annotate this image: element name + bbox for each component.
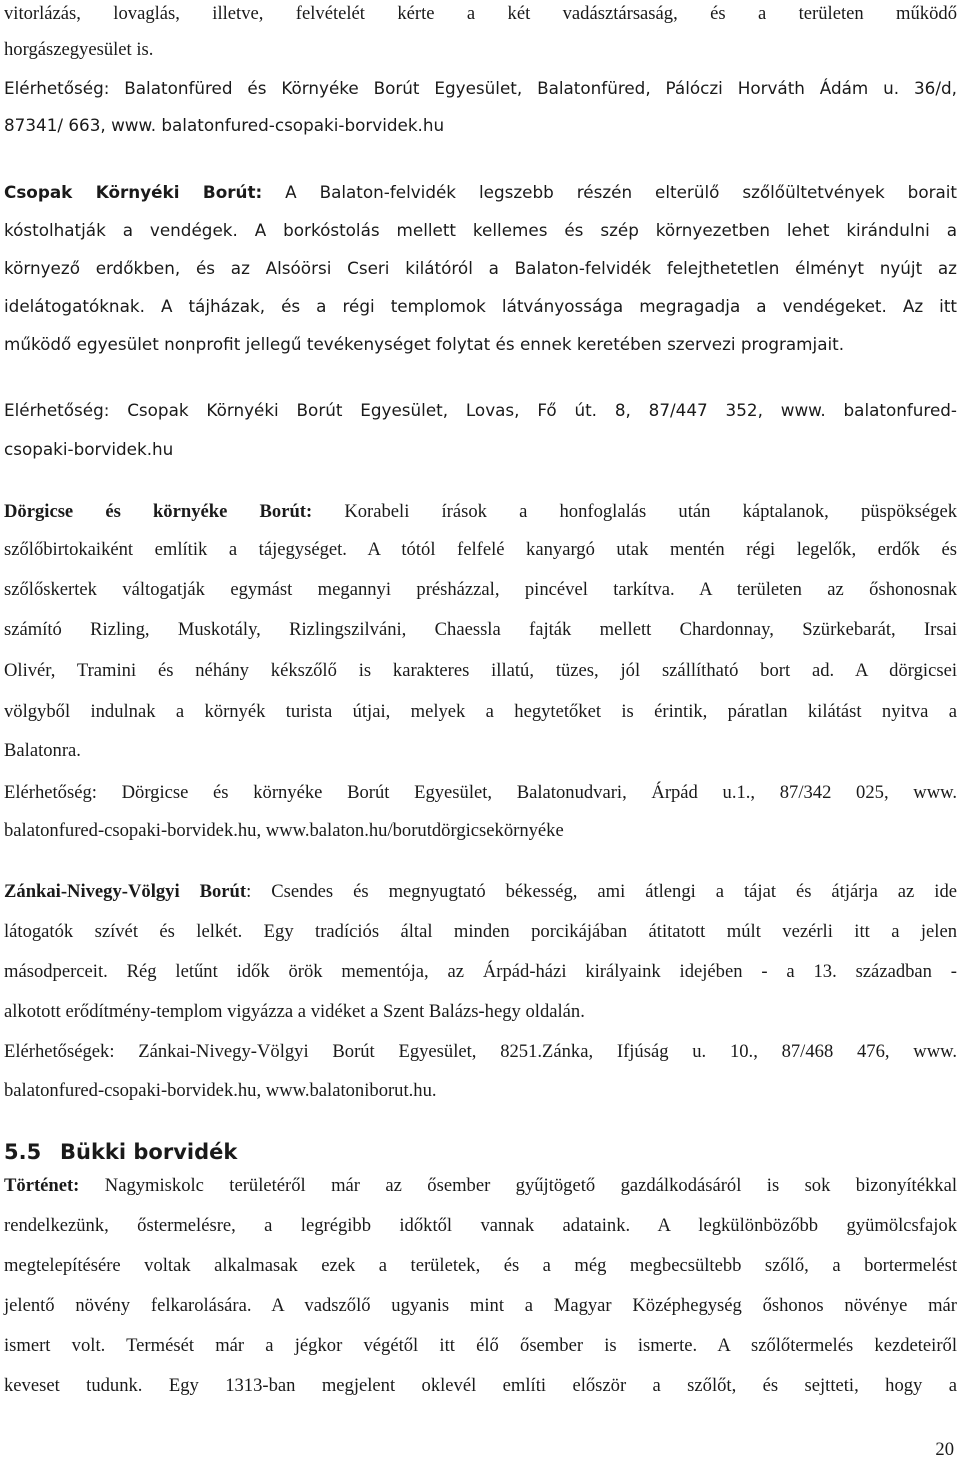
- section-heading: [4, 1138, 237, 1166]
- text-line: Zánkai-Nivegy-Völgyi Borút: Csendes és megnyugtató békesség, ami átlengi a tájat és átjárja az ide: [4, 881, 957, 902]
- contact-line: Elérhetőség: Balatonfüred és Környéke Borút Egyesület, Balatonfüred, Pálóczi Horváth Ádám u. 36/d,: [4, 78, 957, 98]
- text-line: számító Rizling, Muskotály, Rizlingszilváni, Chaessla fajták mellett Chardonnay, Szürkebarát, Irsai: [4, 619, 957, 640]
- text-line: kóstolhatják a vendégek. A borkóstolás mellett kellemes és szép környezetben lehet kirándulni a: [4, 220, 957, 240]
- contact-line: 87341/ 663, www. balatonfured-csopaki-borvidek.hu: [4, 115, 445, 135]
- text-line: rendelkezünk, őstermelésre, a legrégibb időktől vannak adataink. A legkülönbözőbb gyümölcsfajok: [4, 1215, 957, 1236]
- text-line: megtelepítésére voltak alkalmasak ezek a területek, és a még megbecsültebb szőlő, a bortermelést: [4, 1255, 957, 1276]
- contact-line: Elérhetőségek: Zánkai-Nivegy-Völgyi Borút Egyesület, 8251.Zánka, Ifjúság u. 10., 87/468 476, www.: [4, 1041, 957, 1062]
- contact-line: csopaki-borvidek.hu: [4, 439, 174, 459]
- text-line: Dörgicse és környéke Borút: Korabeli írások a honfoglalás után káptalanok, püspökségek: [4, 501, 957, 522]
- text-line: vitorlázás, lovaglás, illetve, felvételét kérte a két vadásztársaság, és a területen működő: [4, 3, 957, 24]
- contact-line: balatonfured-csopaki-borvidek.hu, www.balatoniborut.hu.: [4, 1080, 437, 1101]
- text-line: völgyből indulnak a környék turista útjai, melyek a hegytetőket is érintik, páratlan kilátást nyitva a: [4, 701, 957, 722]
- paragraph-lead: Csopak Környéki Borút:: [4, 182, 263, 202]
- text-line: horgászegyesület is.: [4, 39, 154, 60]
- text-line: alkotott erődítmény-templom vigyázza a vidéket a Szent Balázs-hegy oldalán.: [4, 1001, 585, 1022]
- paragraph-lead: Dörgicse és környéke Borút:: [4, 501, 313, 522]
- text-line: működő egyesület nonprofit jellegű tevékenységet folytat és ennek keretében szervezi programjait.: [4, 334, 845, 354]
- text-line: Történet: Nagymiskolc területéről már az ősember gyűjtögető gazdálkodásáról is sok bizonyítékkal: [4, 1175, 957, 1196]
- text-line: ismert volt. Termését már a jégkor végétől itt élő ősember is ismerte. A szőlőtermelés kezdeteiről: [4, 1335, 957, 1356]
- text-line: jelentő növény felkarolására. A vadszőlő ugyanis mint a Magyar Középhegység őshonos növénye már: [4, 1295, 957, 1316]
- text-line: idelátogatóknak. A tájházak, és a régi templomok látványossága megragadja a vendégeket. Az itt: [4, 296, 957, 316]
- text-line: Csopak Környéki Borút: A Balaton-felvidék legszebb részén elterülő szőlőültetvények borait: [4, 182, 958, 202]
- text-line: Balatonra.: [4, 740, 81, 761]
- text-line: Olivér, Tramini és néhány kékszőlő is karakteres illatú, tüzes, jól szállítható bort ad. A dörgicsei: [4, 660, 957, 681]
- section-number: 5.5: [4, 1140, 42, 1164]
- contact-line: balatonfured-csopaki-borvidek.hu, www.balaton.hu/borutdörgicsekörnyéke: [4, 820, 564, 841]
- text-line: látogatók szívét és lelkét. Egy tradíciós által minden porcikájában átitatott múlt vezérli itt a jelen: [4, 921, 957, 942]
- contact-line: Elérhetőség: Csopak Környéki Borút Egyesület, Lovas, Fő út. 8, 87/447 352, www. balatonfured-: [4, 400, 957, 420]
- text-line: környező erdőkben, és az Alsóörsi Cseri kilátóról a Balaton-felvidék felejthetetlen élményt nyújt az: [4, 258, 957, 278]
- page-number: 20: [935, 1439, 954, 1460]
- text-line: keveset tudunk. Egy 1313-ban megjelent oklevél említi először a szőlőt, és sejtteti, hogy a: [4, 1375, 957, 1396]
- section-title: Bükki borvidék: [60, 1140, 238, 1164]
- text-line: másodperceit. Rég letűnt idők örök mementója, az Árpád-házi királyaink idejében - a 13. században -: [4, 961, 957, 982]
- text-line: szőlőbirtokaiként említik a tájegységet. A tótól felfelé kanyargó utak mentén régi legelők, erdők és: [4, 539, 957, 560]
- paragraph-lead: Zánkai-Nivegy-Völgyi Borút: [4, 881, 247, 902]
- paragraph-lead: Történet:: [4, 1175, 80, 1196]
- contact-line: Elérhetőség: Dörgicse és környéke Borút Egyesület, Balatonudvari, Árpád u.1., 87/342 025, www.: [4, 782, 957, 803]
- text-line: szőlőskertek váltogatják egymást megannyi présházzal, pincével tarkítva. A területen az őshonosnak: [4, 579, 957, 600]
